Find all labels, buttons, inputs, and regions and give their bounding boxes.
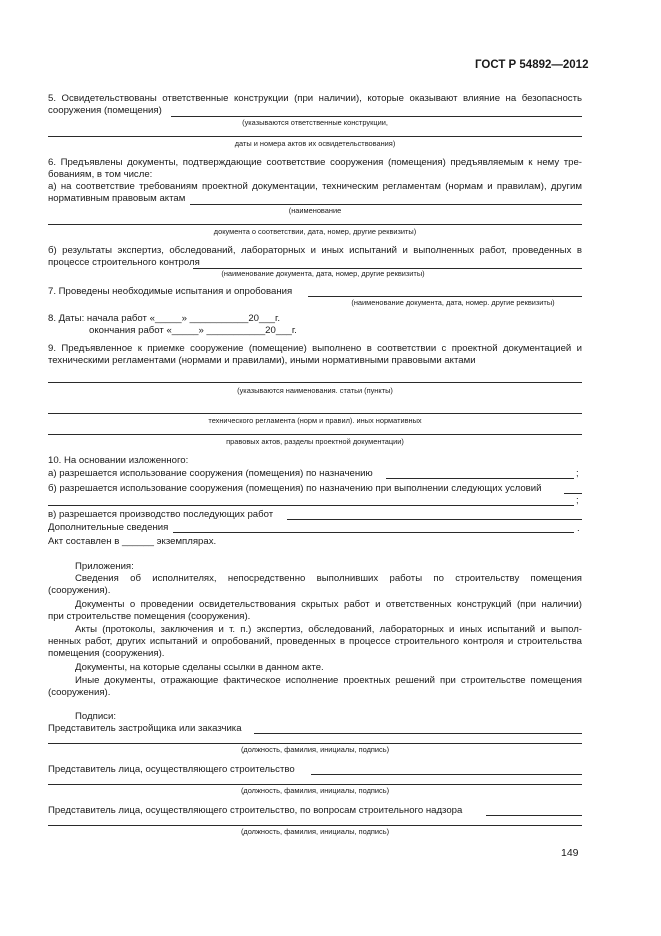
s7-text: 7. Проведены необходимые испытания и опробования — [48, 286, 293, 297]
s9-fill-line1 — [48, 382, 582, 383]
appendix-item5-line1: Иные документы, отражающие фактическое исполнение проектных решений при строительстве помещения — [75, 675, 582, 686]
appendix-item1-line2: (сооружения). — [48, 585, 111, 596]
s10-extra-fill-line — [173, 532, 574, 533]
sig-rep1-fill-line1 — [254, 733, 582, 734]
standard-title: ГОСТ Р 54892—2012 — [475, 59, 589, 71]
s10-intro: 10. На основании изложенного: — [48, 455, 189, 466]
s10-a-end: ; — [576, 468, 579, 479]
s6-a-caption2: документа о соответствии, дата, номер, другие реквизиты) — [213, 227, 417, 236]
sig-rep2-fill-line2 — [48, 784, 582, 785]
sig-rep3-fill-line1 — [486, 815, 582, 816]
s9-caption2: технического регламента (норм и правил). иных нормативных — [208, 416, 422, 425]
s9-caption3: правовых актов, разделы проектной документации) — [226, 437, 404, 446]
s5-caption1: (указываются ответственные конструкции, — [242, 118, 388, 127]
sig-rep2-label: Представитель лица, осуществляющего строительство — [48, 764, 295, 775]
appendix-item3-line2: ненных работ, других испытаний и опробований, проведенных в процессе строительного контроля и строительства — [48, 636, 582, 647]
appendix-item3-line1: Акты (протоколы, заключения и т. п.) экспертиз, обследований, лабораторных и иных испытаний и выпол- — [75, 624, 582, 635]
s6-a-line1: а) на соответствие требованиям проектной документации, техническим регламентам (нормам и правилам), другим — [48, 181, 582, 192]
appendix-item2-line1: Документы о проведении освидетельствования скрытых работ и ответственных конструкций (при наличии) — [75, 599, 582, 610]
appendix-item1-line1: Сведения об исполнителях, непосредственно выполнивших работы по строительству помещения — [75, 573, 582, 584]
s6-b-line2: процессе строительного контроля — [48, 257, 200, 268]
s10-b-end: ; — [576, 495, 579, 506]
appendix-item4: Документы, на которые сделаны ссылки в данном акте. — [75, 662, 324, 673]
s8-start-date: 8. Даты: начала работ «_____» ___________20___г. — [48, 313, 280, 324]
sig-rep2-caption: (должность, фамилия, инициалы, подпись) — [240, 786, 390, 795]
s9-line1: 9. Предъявленное к приемке сооружение (помещение) выполнено в соответствии с проектной документацией и — [48, 343, 582, 354]
s10-c: в) разрешается производство последующих работ — [48, 509, 274, 520]
s6-a-caption1: (наименование — [288, 206, 342, 215]
s10-extra-end: . — [577, 523, 580, 534]
s9-line2: техническими регламентами (нормами и правилами), иными нормативными правовыми актами — [48, 355, 476, 366]
s10-extra: Дополнительные сведения — [48, 522, 169, 533]
sig-rep1-label: Представитель застройщика или заказчика — [48, 723, 242, 734]
s6-b-line1: б) результаты экспертиз, обследований, лабораторных и иных испытаний и выполненных работ, проведенных в — [48, 245, 582, 256]
appendix-title: Приложения: — [75, 561, 134, 572]
sig-rep1-fill-line2 — [48, 743, 582, 744]
s5-line1: 5. Освидетельствованы ответственные конструкции (при наличии), которые оказывают влияние на безопасность — [48, 93, 582, 104]
s5-line2: сооружения (помещения) — [48, 105, 162, 116]
s6-line1: 6. Предъявлены документы, подтверждающие соответствие сооружения (помещения) предъявляемым к нему тре- — [48, 157, 582, 168]
s6-a-fill-line1 — [190, 204, 582, 205]
sig-rep1-caption: (должность, фамилия, инициалы, подпись) — [240, 745, 390, 754]
sig-rep3-fill-line2 — [48, 825, 582, 826]
s10-b-fill-line1 — [564, 493, 582, 494]
s9-caption1: (указываются наименования. статьи (пункты) — [237, 386, 393, 395]
s5-caption2: даты и номера актов их освидетельствования) — [234, 139, 396, 148]
sig-rep2-fill-line1 — [311, 774, 582, 775]
signatures-title: Подписи: — [75, 711, 116, 722]
s10-c-fill-line — [287, 519, 582, 520]
s6-line2: бованиям, в том числе: — [48, 169, 153, 180]
s10-a-fill-line — [386, 478, 574, 479]
s7-fill-line — [308, 296, 582, 297]
appendix-item2-line2: при строительстве помещения (сооружения). — [48, 611, 251, 622]
s6-b-caption: (наименование документа, дата, номер, другие реквизиты) — [221, 269, 425, 278]
page-number: 149 — [561, 847, 579, 859]
s8-end-date: окончания работ «_____» ___________20___г. — [89, 325, 297, 336]
s6-a-fill-line2 — [48, 224, 582, 225]
s10-copies: Акт составлен в ______ экземплярах. — [48, 536, 217, 547]
s9-fill-line2 — [48, 413, 582, 414]
s6-a-line2: нормативным правовым актам — [48, 193, 186, 204]
s9-fill-line3 — [48, 434, 582, 435]
s10-b: б) разрешается использование сооружения (помещения) по назначению при выполнении следующих условий — [48, 483, 542, 494]
s7-caption: (наименование документа, дата, номер. другие реквизиты) — [351, 298, 555, 307]
sig-rep3-label: Представитель лица, осуществляющего строительство, по вопросам строительного надзора — [48, 805, 463, 816]
sig-rep3-caption: (должность, фамилия, инициалы, подпись) — [240, 827, 390, 836]
s10-b-fill-line2 — [48, 505, 574, 506]
s5-fill-line1 — [171, 116, 582, 117]
s10-a: а) разрешается использование сооружения (помещения) по назначению — [48, 468, 373, 479]
appendix-item3-line3: помещения (сооружения). — [48, 648, 165, 659]
s5-fill-line2 — [48, 136, 582, 137]
appendix-item5-line2: (сооружения). — [48, 687, 111, 698]
